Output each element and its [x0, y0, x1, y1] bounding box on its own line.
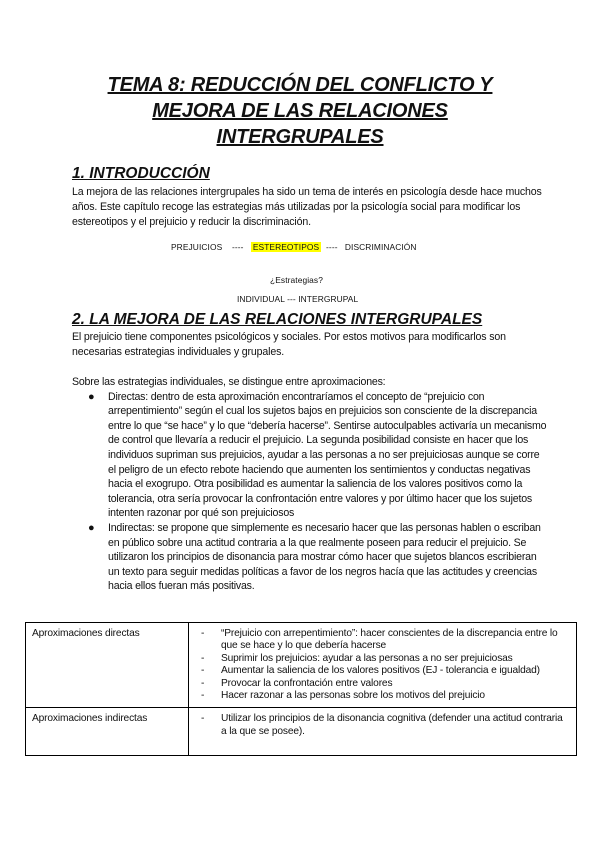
- dash-icon: -: [201, 665, 205, 677]
- dash-icon: -: [201, 677, 205, 689]
- list-item-text: Directas: dentro de esta aproximación encontraríamos el concepto de “prejuicio con arrepentimiento” según el cual los sujetos bajos en prejuicios son consciente de la discrepancia entre lo que “se hace” y lo que “debería hacerse”. Sentirse autoculpables activaría un mecanismo de control que llevaría a reducir el prejuicio. La segunda posibilidad consiste en hacer que los individuos supriman sus prejuicios, ayudar a las personas a no ser prejuiciosas aunque se corre el peligro de un efecto rebote haciendo que aumenten los sentimientos y conductas negativas hacia el exogrupo. Otra posibilidad es aumentar la saliencia de los valores positivos como la tolerancia, otra sería provocar la confrontación entre valores y por último hacer que los sujetos intenten razonar por qué son prejuiciosos: [108, 390, 547, 520]
- table-cell-label: Aproximaciones indirectas: [26, 708, 189, 756]
- table-item-text: Provocar la confrontación entre valores: [221, 677, 393, 689]
- list-item-indirectas: [88, 521, 548, 594]
- table-list-item: [201, 713, 570, 738]
- list-item-text: Indirectas: se propone que simplemente es necesario hacer que las personas hablen o escriban en público sobre una actitud contraria a la que realmente poseen para reducir el prejuicio. Se utilizaron los principios de disonancia para mostrar cómo hacer que sujetos blancos escribieran un texto para seguir medidas políticas a favor de los negros hacía que las actitudes y creencias hacia ellos fueran más positivas.: [108, 521, 541, 593]
- strategies-lead: Sobre las estrategias individuales, se distingue entre aproximaciones:: [72, 376, 386, 388]
- list-item-directas: [88, 390, 548, 521]
- table-list-item: [201, 628, 570, 653]
- table-cell-items: [189, 708, 577, 756]
- intro-text: La mejora de las relaciones intergrupales ha sido un tema de interés en psicología desde hace muchos años. Este capítulo recoge las estrategias más utilizadas por la psicología social para modificar los estereotipos y el prejuicio y reducir la discriminación.: [72, 186, 542, 228]
- title-line-2: MEJORA DE LAS RELACIONES: [152, 100, 448, 122]
- strategies-list: [72, 375, 548, 594]
- title-line-1: TEMA 8: REDUCCIÓN DEL CONFLICTO Y: [107, 74, 493, 96]
- bullet-icon: ●: [88, 521, 95, 534]
- approaches-table: [25, 622, 577, 756]
- bullet-list: [72, 390, 548, 594]
- table-cell-items: [189, 623, 577, 708]
- diagram-levels: INDIVIDUAL --- INTERGRUPAL: [237, 294, 359, 304]
- dash-icon: -: [201, 652, 205, 664]
- table-list-item: [201, 665, 570, 677]
- concept-diagram: [171, 242, 417, 252]
- diagram-prejuicios: PREJUICIOS: [171, 242, 223, 252]
- section-1-paragraph: [72, 185, 542, 230]
- section-2-paragraph: [72, 330, 542, 360]
- table-row: [26, 708, 577, 756]
- table-row: [26, 623, 577, 708]
- dash-icon: -: [201, 713, 205, 725]
- diagram-question: ¿Estrategias?: [270, 275, 323, 285]
- bullet-icon: ●: [88, 390, 95, 403]
- table-list-item: [201, 652, 570, 665]
- diagram-discriminacion: DISCRIMINACIÓN: [344, 242, 417, 252]
- diagram-estereotipos-highlighted: ESTEREOTIPOS: [252, 242, 320, 252]
- table-item-text: Utilizar los principios de la disonancia cognitiva (defender una actitud contraria a la que se posee).: [221, 713, 563, 737]
- section-2-heading: 2. LA MEJORA DE LAS RELACIONES INTERGRUPALES: [72, 311, 483, 328]
- table-list-item: [201, 677, 570, 690]
- table-cell-label: Aproximaciones directas: [26, 623, 189, 708]
- diagram-separator-2: ----: [326, 242, 338, 252]
- table-item-text: “Prejuicio con arrepentimiento”: hacer conscientes de la discrepancia entre lo que se hace y lo que debería hacerse: [221, 628, 558, 652]
- dash-icon: -: [201, 628, 205, 639]
- section-1-heading: 1. INTRODUCCIÓN: [72, 165, 210, 182]
- table-item-text: Aumentar la saliencia de los valores positivos (EJ - tolerancia e igualdad): [221, 665, 540, 677]
- section-2-intro-text: El prejuicio tiene componentes psicológicos y sociales. Por estos motivos para modificarlos son necesarias estrategias individuales y grupales.: [72, 331, 506, 358]
- diagram-separator-1: ----: [231, 242, 244, 252]
- table-item-text: Suprimir los prejuicios: ayudar a las personas a no ser prejuiciosas: [221, 652, 513, 664]
- title-line-3: INTERGRUPALES: [216, 126, 384, 148]
- page-title: [60, 72, 540, 150]
- table-list-item: [201, 690, 570, 702]
- dash-icon: -: [201, 690, 205, 702]
- table-item-text: Hacer razonar a las personas sobre los motivos del prejuicio: [221, 690, 485, 702]
